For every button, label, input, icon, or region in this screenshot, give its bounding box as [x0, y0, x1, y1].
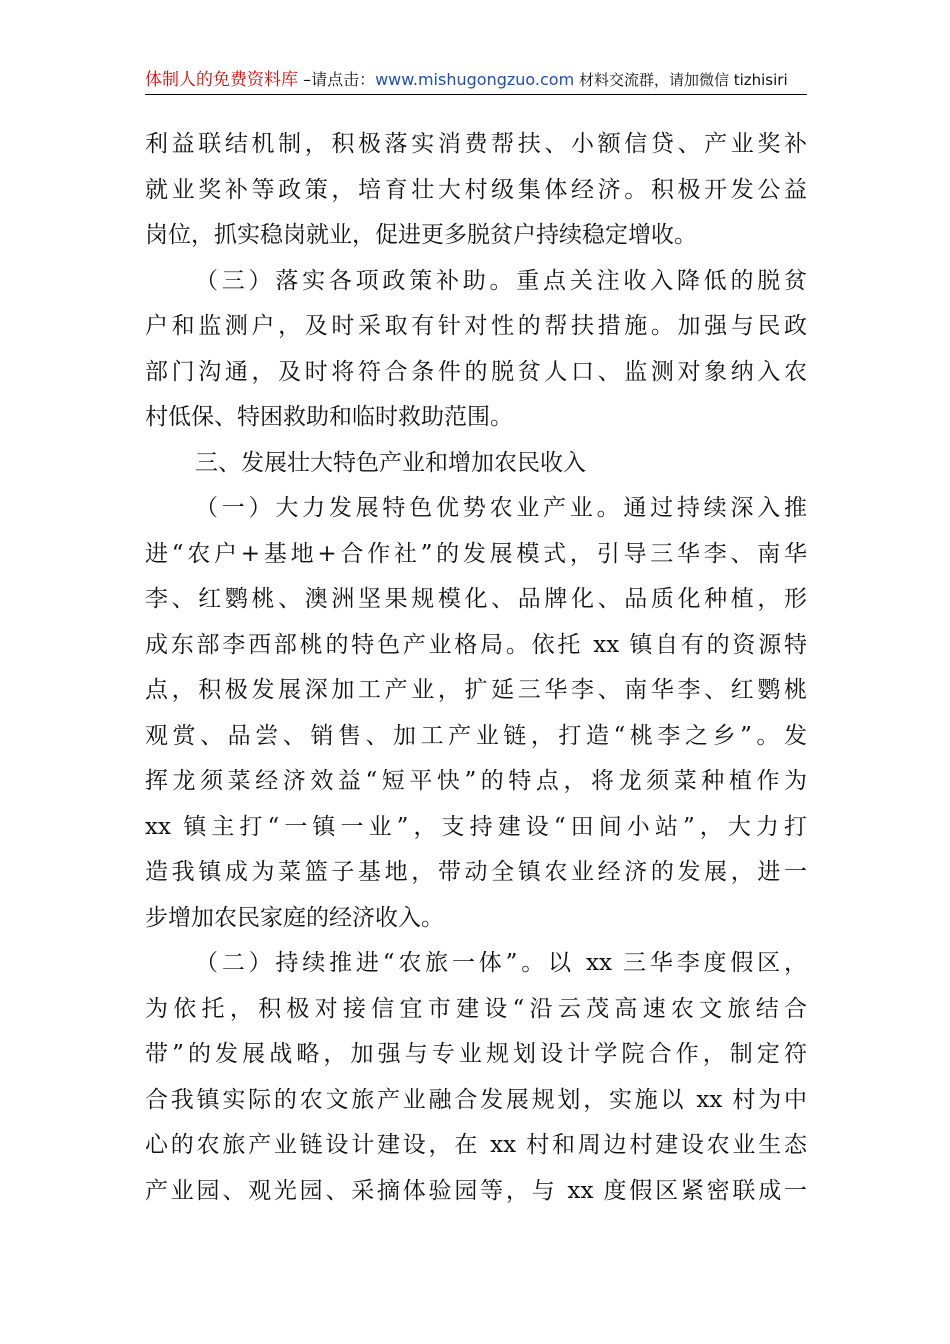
- text-line: 合我镇实际的农文旅产业融合发展规划，实施以 xx 村为中: [145, 1086, 807, 1113]
- text-line: 为依托，积极对接信宜市建设“沿云茂高速农文旅结合: [145, 995, 807, 1022]
- text-line: 部门沟通，及时将符合条件的脱贫人口、监测对象纳入农: [145, 358, 807, 385]
- text-line: 心的农旅产业链设计建设，在 xx 村和周边村建设农业生态: [145, 1132, 807, 1158]
- text-line: （三）落实各项政策补助。重点关注收入降低的脱贫: [195, 267, 807, 294]
- header-contact: 材料交流群，请加微信 tizhisiri: [574, 71, 788, 89]
- text-line: 挥龙须菜经济效益“短平快”的特点，将龙须菜种植作为: [145, 768, 807, 794]
- header-brand: 体制人的免费资料库: [145, 70, 298, 90]
- text-line: 岗位，抓实稳岗就业，促进更多脱贫户持续稳定增收。: [145, 222, 697, 248]
- page-header: [145, 68, 807, 95]
- text-line: 成东部李西部桃的特色产业格局。依托 xx 镇自有的资源特: [145, 631, 807, 658]
- text-line: 产业园、观光园、采摘体验园等，与 xx 度假区紧密联成一: [145, 1177, 807, 1204]
- text-line: 村低保、特困救助和临时救助范围。: [145, 404, 513, 430]
- text-line: 户和监测户，及时采取有针对性的帮扶措施。加强与民政: [145, 313, 807, 339]
- text-line: 李、红鹦桃、澳洲坚果规模化、品牌化、品质化种植，形: [145, 586, 807, 612]
- text-line: 利益联结机制，积极落实消费帮扶、小额信贷、产业奖补: [145, 131, 807, 157]
- text-line: 观赏、品尝、销售、加工产业链，打造“桃李之乡”。发: [145, 722, 807, 749]
- text-line: 造我镇成为菜篮子基地，带动全镇农业经济的发展，进一: [145, 859, 807, 885]
- text-line: xx 镇主打“一镇一业”，支持建设“田间小站”，大力打: [145, 813, 807, 840]
- text-line: 步增加农民家庭的经济收入。: [145, 904, 444, 931]
- header-url-link[interactable]: www.mishugongzuo.com: [375, 70, 575, 89]
- text-line: 就业奖补等政策，培育壮大村级集体经济。积极开发公益: [145, 176, 807, 203]
- document-body: [145, 122, 807, 1214]
- text-line: （一）大力发展特色优势农业产业。通过持续深入推: [195, 495, 807, 521]
- text-line: 点，积极发展深加工产业，扩延三华李、南华李、红鹦桃: [145, 677, 807, 703]
- text-line: 进“农户+基地+合作社”的发展模式，引导三华李、南华: [145, 540, 807, 567]
- section-heading: 三、发展壮大特色产业和增加农民收入: [195, 449, 586, 476]
- text-line: （二）持续推进“农旅一体”。以 xx 三华李度假区，: [195, 950, 807, 976]
- header-separator: –请点击：: [298, 70, 376, 89]
- text-line: 带”的发展战略，加强与专业规划设计学院合作，制定符: [145, 1041, 807, 1067]
